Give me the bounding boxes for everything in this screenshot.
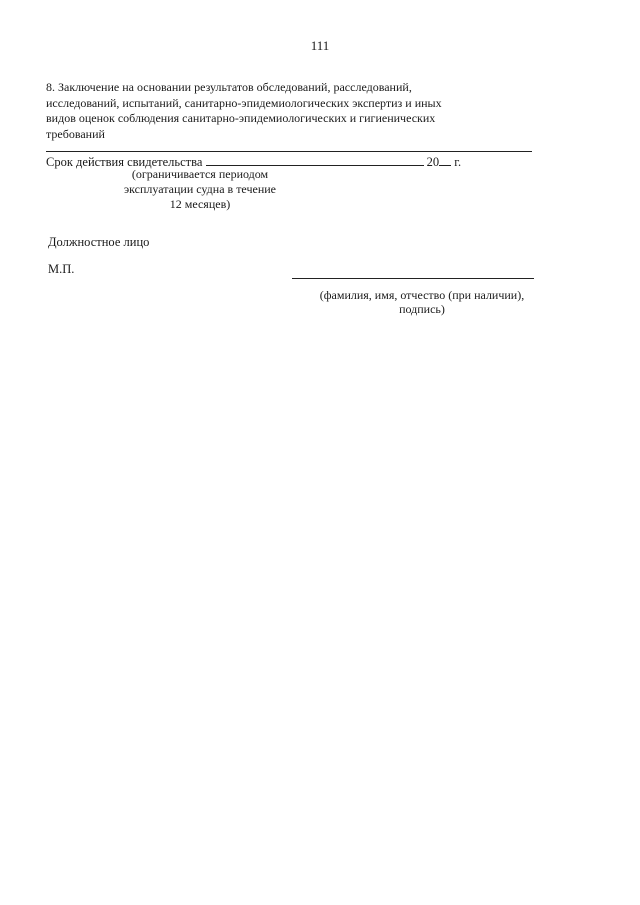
validity-note-line: эксплуатации судна в течение xyxy=(124,182,276,196)
validity-note-line: 12 месяцев) xyxy=(169,197,231,211)
stamp-place-label: М.П. xyxy=(48,262,75,276)
validity-year-prefix: 20 xyxy=(426,155,440,169)
signature-line xyxy=(292,278,534,279)
conclusion-fill-line xyxy=(46,151,532,152)
signature-caption xyxy=(292,288,552,316)
validity-date-blank xyxy=(206,153,424,166)
page-number: 111 xyxy=(310,38,330,53)
section-8-line: видов оценок соблюдения санитарно-эпидемиологических и гигиенических xyxy=(46,111,436,125)
section-8-line: требований xyxy=(46,126,105,141)
signature-caption-line: (фамилия, имя, отчество (при наличии), xyxy=(319,288,525,302)
validity-year-suffix: г. xyxy=(454,155,462,169)
official-label: Должностное лицо xyxy=(48,235,150,249)
validity-label: Срок действия свидетельства xyxy=(46,155,203,169)
section-8-line: 8. Заключение на основании результатов обследований, расследований, xyxy=(46,80,412,94)
validity-note xyxy=(0,167,400,212)
section-8-paragraph xyxy=(46,80,442,142)
section-8-line: исследований, испытаний, санитарно-эпидемиологических экспертиз и иных xyxy=(46,95,442,110)
validity-note-line: (ограничивается периодом xyxy=(131,167,269,181)
signature-caption-line: подпись) xyxy=(399,302,445,316)
validity-year-blank xyxy=(439,153,451,166)
